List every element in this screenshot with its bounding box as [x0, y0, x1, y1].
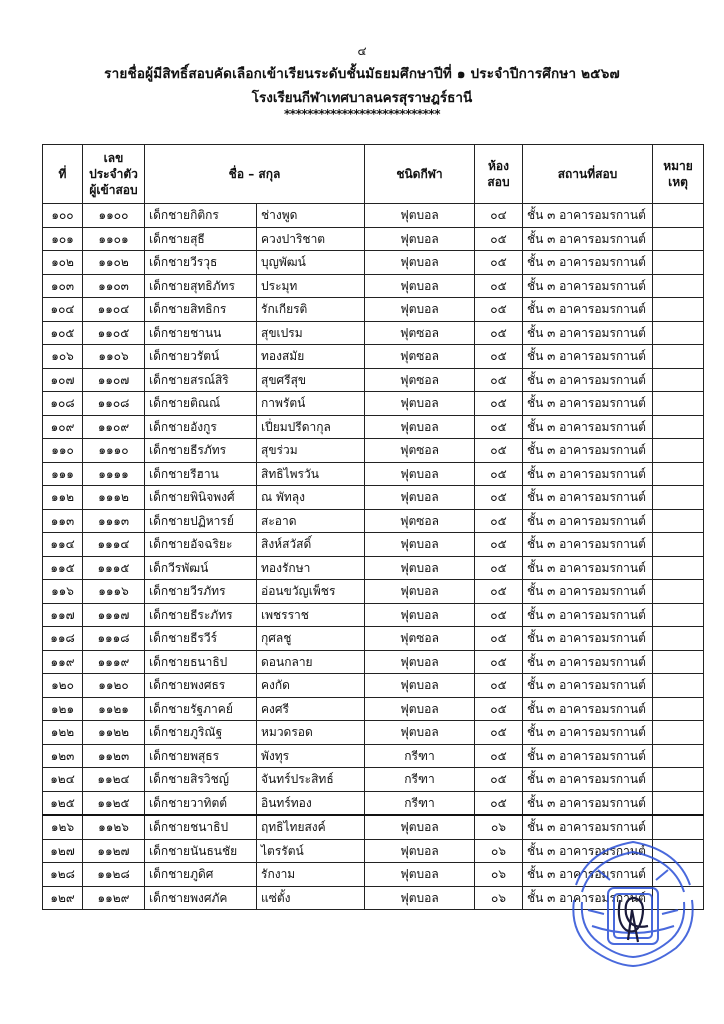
cell-remark — [653, 744, 704, 768]
cell-sport: ฟุตบอล — [365, 298, 475, 322]
cell-exam-venue: ชั้น ๓ อาคารอมรกานต์ — [523, 697, 653, 721]
cell-candidate-id: ๑๑๒๙ — [83, 886, 145, 910]
table-row — [43, 204, 704, 228]
table-row — [43, 674, 704, 698]
cell-remark — [653, 509, 704, 533]
cell-last-name: เพชรราช — [257, 603, 365, 627]
table-row — [43, 298, 704, 322]
cell-exam-venue: ชั้น ๓ อาคารอมรกานต์ — [523, 274, 653, 298]
cell-sport: ฟุตบอล — [365, 462, 475, 486]
col-id-header — [83, 145, 145, 204]
cell-number: ๑๒๗ — [43, 839, 83, 863]
cell-number: ๑๑๖ — [43, 580, 83, 604]
cell-remark — [653, 886, 704, 910]
cell-first-name: เด็กชายภูดิศ — [145, 863, 257, 887]
table-row — [43, 321, 704, 345]
cell-candidate-id: ๑๑๑๖ — [83, 580, 145, 604]
cell-exam-room: ๐๕ — [475, 697, 523, 721]
cell-exam-room: ๐๕ — [475, 744, 523, 768]
cell-last-name: รักงาม — [257, 863, 365, 887]
cell-exam-venue: ชั้น ๓ อาคารอมรกานต์ — [523, 863, 653, 887]
cell-number: ๑๑๘ — [43, 627, 83, 651]
cell-candidate-id: ๑๑๒๓ — [83, 744, 145, 768]
cell-first-name: เด็กชายวีรวุธ — [145, 251, 257, 275]
cell-sport: ฟุตบอล — [365, 486, 475, 510]
cell-exam-room: ๐๕ — [475, 251, 523, 275]
cell-remark — [653, 815, 704, 839]
cell-number: ๑๒๑ — [43, 697, 83, 721]
cell-remark — [653, 580, 704, 604]
table-row — [43, 839, 704, 863]
cell-first-name: เด็กชายพงศธร — [145, 674, 257, 698]
cell-exam-room: ๐๕ — [475, 345, 523, 369]
cell-number: ๑๑๑ — [43, 462, 83, 486]
cell-number: ๑๒๒ — [43, 721, 83, 745]
cell-last-name: สิทธิไพรวัน — [257, 462, 365, 486]
cell-remark — [653, 227, 704, 251]
cell-first-name: เด็กชายกิติกร — [145, 204, 257, 228]
cell-candidate-id: ๑๑๑๑ — [83, 462, 145, 486]
cell-exam-room: ๐๕ — [475, 274, 523, 298]
cell-number: ๑๒๙ — [43, 886, 83, 910]
cell-sport: ฟุตบอล — [365, 721, 475, 745]
cell-last-name: ควงปาริชาต — [257, 227, 365, 251]
table-row — [43, 415, 704, 439]
col-remark-header — [653, 145, 704, 204]
cell-first-name: เด็กชายสุทธิภัทร — [145, 274, 257, 298]
table-row — [43, 533, 704, 557]
table-row — [43, 650, 704, 674]
col-room-header-line2: สอบ — [487, 175, 510, 189]
cell-number: ๑๐๑ — [43, 227, 83, 251]
cell-remark — [653, 791, 704, 815]
cell-sport: ฟุตซอล — [365, 345, 475, 369]
col-remark-header-line1: หมาย — [663, 159, 693, 173]
cell-sport: ฟุตซอล — [365, 509, 475, 533]
cell-exam-venue: ชั้น ๓ อาคารอมรกานต์ — [523, 298, 653, 322]
cell-exam-room: ๐๕ — [475, 627, 523, 651]
cell-sport: ฟุตบอล — [365, 863, 475, 887]
cell-first-name: เด็กชายปฏิหารย์ — [145, 509, 257, 533]
cell-candidate-id: ๑๑๒๒ — [83, 721, 145, 745]
table-row — [43, 791, 704, 815]
cell-last-name: ณ พัทลุง — [257, 486, 365, 510]
table-row — [43, 274, 704, 298]
cell-remark — [653, 415, 704, 439]
cell-number: ๑๐๔ — [43, 298, 83, 322]
cell-remark — [653, 204, 704, 228]
cell-first-name: เด็กชายพินิจพงศ์ — [145, 486, 257, 510]
cell-sport: ฟุตบอล — [365, 227, 475, 251]
cell-first-name: เด็กชายวาทิตต์ — [145, 791, 257, 815]
cell-exam-venue: ชั้น ๓ อาคารอมรกานต์ — [523, 533, 653, 557]
table-row — [43, 886, 704, 910]
cell-sport: ฟุตซอล — [365, 627, 475, 651]
cell-remark — [653, 839, 704, 863]
page-number: ๔ — [357, 44, 367, 58]
col-venue-header: สถานที่สอบ — [523, 145, 653, 204]
cell-number: ๑๐๓ — [43, 274, 83, 298]
cell-last-name: รักเกียรติ — [257, 298, 365, 322]
cell-remark — [653, 439, 704, 463]
cell-exam-venue: ชั้น ๓ อาคารอมรกานต์ — [523, 439, 653, 463]
cell-exam-venue: ชั้น ๓ อาคารอมรกานต์ — [523, 886, 653, 910]
table-row — [43, 368, 704, 392]
cell-last-name: ช่างพูด — [257, 204, 365, 228]
cell-last-name: แซ่ตั้ง — [257, 886, 365, 910]
cell-last-name: บุญพัฒน์ — [257, 251, 365, 275]
table-row — [43, 556, 704, 580]
table-row — [43, 509, 704, 533]
cell-remark — [653, 697, 704, 721]
cell-candidate-id: ๑๑๐๖ — [83, 345, 145, 369]
cell-exam-room: ๐๖ — [475, 886, 523, 910]
cell-exam-room: ๐๕ — [475, 556, 523, 580]
cell-last-name: คงศรี — [257, 697, 365, 721]
table-body — [43, 204, 704, 910]
cell-remark — [653, 486, 704, 510]
table-row — [43, 815, 704, 839]
col-sport-header: ชนิดกีฬา — [365, 145, 475, 204]
cell-remark — [653, 321, 704, 345]
table-row — [43, 627, 704, 651]
col-id-header-line3: ผู้เข้าสอบ — [89, 183, 138, 197]
cell-sport: ฟุตบอล — [365, 392, 475, 416]
cell-candidate-id: ๑๑๑๒ — [83, 486, 145, 510]
cell-candidate-id: ๑๑๒๑ — [83, 697, 145, 721]
cell-exam-room: ๐๕ — [475, 227, 523, 251]
cell-candidate-id: ๑๑๑๗ — [83, 603, 145, 627]
document-title: รายชื่อผู้มีสิทธิ์สอบคัดเลือกเข้าเรียนระดับชั้นมัธยมศึกษาปีที่ ๑ ประจำปีการศึกษา ๒๕๖๗ — [104, 66, 620, 82]
table-row — [43, 251, 704, 275]
cell-candidate-id: ๑๑๑๐ — [83, 439, 145, 463]
cell-remark — [653, 298, 704, 322]
cell-candidate-id: ๑๑๐๐ — [83, 204, 145, 228]
cell-exam-room: ๐๖ — [475, 815, 523, 839]
cell-first-name: เด็กชายธนาธิป — [145, 650, 257, 674]
cell-last-name: ทองสมัย — [257, 345, 365, 369]
cell-candidate-id: ๑๑๒๘ — [83, 863, 145, 887]
cell-remark — [653, 603, 704, 627]
cell-exam-room: ๐๕ — [475, 439, 523, 463]
cell-exam-venue: ชั้น ๓ อาคารอมรกานต์ — [523, 321, 653, 345]
cell-number: ๑๑๒ — [43, 486, 83, 510]
cell-number: ๑๐๗ — [43, 368, 83, 392]
cell-remark — [653, 650, 704, 674]
cell-last-name: ประมุท — [257, 274, 365, 298]
cell-sport: ฟุตซอล — [365, 321, 475, 345]
cell-number: ๑๒๖ — [43, 815, 83, 839]
cell-candidate-id: ๑๑๐๕ — [83, 321, 145, 345]
cell-exam-room: ๐๕ — [475, 580, 523, 604]
cell-candidate-id: ๑๑๐๘ — [83, 392, 145, 416]
cell-number: ๑๑๗ — [43, 603, 83, 627]
cell-exam-room: ๐๕ — [475, 415, 523, 439]
cell-last-name: สุขร่วม — [257, 439, 365, 463]
col-no-header: ที่ — [43, 145, 83, 204]
table-row — [43, 603, 704, 627]
cell-first-name: เด็กชายรีฮาน — [145, 462, 257, 486]
cell-remark — [653, 251, 704, 275]
cell-last-name: อ่อนขวัญเพ็ชร — [257, 580, 365, 604]
cell-first-name: เด็กชายชนาธิป — [145, 815, 257, 839]
cell-exam-room: ๐๕ — [475, 533, 523, 557]
cell-number: ๑๑๔ — [43, 533, 83, 557]
cell-exam-venue: ชั้น ๓ อาคารอมรกานต์ — [523, 345, 653, 369]
cell-first-name: เด็กชายพสุธร — [145, 744, 257, 768]
cell-number: ๑๐๐ — [43, 204, 83, 228]
cell-last-name: เปี่ยมปรีดากุล — [257, 415, 365, 439]
cell-number: ๑๒๘ — [43, 863, 83, 887]
cell-exam-room: ๐๕ — [475, 674, 523, 698]
cell-exam-room: ๐๔ — [475, 204, 523, 228]
cell-sport: ฟุตบอล — [365, 839, 475, 863]
cell-exam-venue: ชั้น ๓ อาคารอมรกานต์ — [523, 603, 653, 627]
cell-first-name: เด็กชายธีรภัทร — [145, 439, 257, 463]
cell-remark — [653, 768, 704, 792]
cell-exam-venue: ชั้น ๓ อาคารอมรกานต์ — [523, 392, 653, 416]
cell-remark — [653, 368, 704, 392]
cell-exam-room: ๐๕ — [475, 486, 523, 510]
cell-number: ๑๐๘ — [43, 392, 83, 416]
cell-number: ๑๒๕ — [43, 791, 83, 815]
cell-candidate-id: ๑๑๒๖ — [83, 815, 145, 839]
cell-exam-venue: ชั้น ๓ อาคารอมรกานต์ — [523, 721, 653, 745]
cell-last-name: สุขศรีสุข — [257, 368, 365, 392]
cell-remark — [653, 274, 704, 298]
cell-number: ๑๑๙ — [43, 650, 83, 674]
cell-candidate-id: ๑๑๑๕ — [83, 556, 145, 580]
cell-first-name: เด็กชายชานน — [145, 321, 257, 345]
cell-first-name: เด็กชายนันธนชัย — [145, 839, 257, 863]
cell-sport: ฟุตบอล — [365, 674, 475, 698]
cell-remark — [653, 721, 704, 745]
cell-first-name: เด็กชายวรัตน์ — [145, 345, 257, 369]
cell-last-name: ฤทธิไทยสงค์ — [257, 815, 365, 839]
cell-sport: ฟุตบอล — [365, 650, 475, 674]
table-row — [43, 227, 704, 251]
school-name: โรงเรียนกีฬาเทศบาลนครสุราษฎร์ธานี — [251, 90, 473, 106]
cell-first-name: เด็กชายพงศภัค — [145, 886, 257, 910]
cell-last-name: กาพรัตน์ — [257, 392, 365, 416]
col-room-header-line1: ห้อง — [488, 159, 509, 173]
cell-exam-venue: ชั้น ๓ อาคารอมรกานต์ — [523, 674, 653, 698]
cell-exam-room: ๐๕ — [475, 368, 523, 392]
cell-exam-room: ๐๖ — [475, 863, 523, 887]
cell-sport: กรีฑา — [365, 744, 475, 768]
cell-exam-room: ๐๕ — [475, 650, 523, 674]
cell-remark — [653, 462, 704, 486]
cell-exam-room: ๐๕ — [475, 603, 523, 627]
cell-candidate-id: ๑๑๐๒ — [83, 251, 145, 275]
candidate-table — [42, 144, 704, 910]
cell-first-name: เด็กชายรัฐภาคย์ — [145, 697, 257, 721]
cell-exam-venue: ชั้น ๓ อาคารอมรกานต์ — [523, 768, 653, 792]
cell-first-name: เด็กชายอัจฉริยะ — [145, 533, 257, 557]
table-row — [43, 863, 704, 887]
cell-last-name: อินทร์ทอง — [257, 791, 365, 815]
cell-exam-venue: ชั้น ๓ อาคารอมรกานต์ — [523, 368, 653, 392]
cell-candidate-id: ๑๑๐๙ — [83, 415, 145, 439]
cell-sport: ฟุตบอล — [365, 815, 475, 839]
cell-remark — [653, 674, 704, 698]
cell-exam-venue: ชั้น ๓ อาคารอมรกานต์ — [523, 251, 653, 275]
cell-exam-venue: ชั้น ๓ อาคารอมรกานต์ — [523, 486, 653, 510]
cell-exam-room: ๐๕ — [475, 509, 523, 533]
cell-sport: ฟุตซอล — [365, 368, 475, 392]
table-header-row — [43, 145, 704, 204]
cell-exam-venue: ชั้น ๓ อาคารอมรกานต์ — [523, 556, 653, 580]
cell-exam-venue: ชั้น ๓ อาคารอมรกานต์ — [523, 415, 653, 439]
cell-sport: ฟุตบอล — [365, 204, 475, 228]
cell-number: ๑๐๙ — [43, 415, 83, 439]
col-remark-header-line2: เหตุ — [668, 175, 688, 189]
cell-remark — [653, 345, 704, 369]
cell-first-name: เด็กชายสรณ์สิริ — [145, 368, 257, 392]
cell-exam-venue: ชั้น ๓ อาคารอมรกานต์ — [523, 627, 653, 651]
cell-exam-room: ๐๖ — [475, 839, 523, 863]
cell-exam-venue: ชั้น ๓ อาคารอมรกานต์ — [523, 839, 653, 863]
col-name-header: ชื่อ – สกุล — [145, 145, 365, 204]
cell-candidate-id: ๑๑๒๐ — [83, 674, 145, 698]
cell-first-name: เด็กชายติณณ์ — [145, 392, 257, 416]
cell-last-name: ทองรักษา — [257, 556, 365, 580]
cell-last-name: กุศลชู — [257, 627, 365, 651]
cell-number: ๑๑๓ — [43, 509, 83, 533]
cell-last-name: คงกัด — [257, 674, 365, 698]
cell-first-name: เด็กชายธีระภัทร — [145, 603, 257, 627]
table-row — [43, 486, 704, 510]
cell-sport: ฟุตบอล — [365, 251, 475, 275]
cell-number: ๑๐๖ — [43, 345, 83, 369]
cell-sport: ฟุตบอล — [365, 274, 475, 298]
cell-candidate-id: ๑๑๐๑ — [83, 227, 145, 251]
cell-exam-venue: ชั้น ๓ อาคารอมรกานต์ — [523, 650, 653, 674]
cell-first-name: เด็กชายสิรวิชญ์ — [145, 768, 257, 792]
cell-number: ๑๒๐ — [43, 674, 83, 698]
cell-number: ๑๒๓ — [43, 744, 83, 768]
col-id-header-line2: ประจำตัว — [89, 167, 138, 181]
cell-remark — [653, 627, 704, 651]
cell-last-name: สุขเปรม — [257, 321, 365, 345]
cell-exam-venue: ชั้น ๓ อาคารอมรกานต์ — [523, 791, 653, 815]
cell-exam-venue: ชั้น ๓ อาคารอมรกานต์ — [523, 580, 653, 604]
cell-remark — [653, 533, 704, 557]
cell-candidate-id: ๑๑๐๓ — [83, 274, 145, 298]
cell-first-name: เด็กชายอังกูร — [145, 415, 257, 439]
cell-candidate-id: ๑๑๑๓ — [83, 509, 145, 533]
cell-last-name: หมวดรอด — [257, 721, 365, 745]
cell-exam-room: ๐๕ — [475, 392, 523, 416]
cell-sport: ฟุตบอล — [365, 603, 475, 627]
cell-sport: กรีฑา — [365, 768, 475, 792]
cell-sport: ฟุตบอล — [365, 533, 475, 557]
cell-exam-venue: ชั้น ๓ อาคารอมรกานต์ — [523, 509, 653, 533]
cell-sport: ฟุตบอล — [365, 556, 475, 580]
cell-candidate-id: ๑๑๑๙ — [83, 650, 145, 674]
cell-number: ๑๒๔ — [43, 768, 83, 792]
cell-exam-venue: ชั้น ๓ อาคารอมรกานต์ — [523, 204, 653, 228]
table-row — [43, 392, 704, 416]
cell-first-name: เด็กชายสิทธิกร — [145, 298, 257, 322]
cell-candidate-id: ๑๑๒๗ — [83, 839, 145, 863]
table-row — [43, 768, 704, 792]
cell-last-name: ดอนกลาย — [257, 650, 365, 674]
cell-sport: ฟุตบอล — [365, 415, 475, 439]
cell-exam-venue: ชั้น ๓ อาคารอมรกานต์ — [523, 462, 653, 486]
cell-exam-venue: ชั้น ๓ อาคารอมรกานต์ — [523, 815, 653, 839]
cell-exam-venue: ชั้น ๓ อาคารอมรกานต์ — [523, 744, 653, 768]
cell-first-name: เด็กชายภูริณัฐ — [145, 721, 257, 745]
cell-candidate-id: ๑๑๐๔ — [83, 298, 145, 322]
cell-exam-room: ๐๕ — [475, 298, 523, 322]
cell-last-name: ไตรรัตน์ — [257, 839, 365, 863]
cell-number: ๑๐๕ — [43, 321, 83, 345]
cell-last-name: สิงห์สวัสดิ์ — [257, 533, 365, 557]
cell-candidate-id: ๑๑๒๔ — [83, 768, 145, 792]
cell-candidate-id: ๑๑๒๕ — [83, 791, 145, 815]
cell-sport: ฟุตซอล — [365, 439, 475, 463]
cell-first-name: เด็กชายสุธี — [145, 227, 257, 251]
table-row — [43, 744, 704, 768]
cell-last-name: สะอาด — [257, 509, 365, 533]
cell-sport: ฟุตบอล — [365, 580, 475, 604]
table-row — [43, 721, 704, 745]
cell-exam-room: ๐๕ — [475, 791, 523, 815]
cell-exam-room: ๐๕ — [475, 768, 523, 792]
cell-exam-room: ๐๕ — [475, 321, 523, 345]
cell-sport: ฟุตบอล — [365, 697, 475, 721]
cell-first-name: เด็กวีรพัฒน์ — [145, 556, 257, 580]
cell-exam-room: ๐๕ — [475, 462, 523, 486]
cell-number: ๑๑๕ — [43, 556, 83, 580]
table-row — [43, 439, 704, 463]
cell-number: ๑๑๐ — [43, 439, 83, 463]
cell-candidate-id: ๑๑๑๘ — [83, 627, 145, 651]
table-row — [43, 345, 704, 369]
cell-sport: ฟุตบอล — [365, 886, 475, 910]
cell-sport: กรีฑา — [365, 791, 475, 815]
cell-candidate-id: ๑๑๑๔ — [83, 533, 145, 557]
cell-exam-room: ๐๕ — [475, 721, 523, 745]
title-separator: *************************** — [284, 107, 440, 121]
table-row — [43, 462, 704, 486]
table-row — [43, 697, 704, 721]
cell-exam-venue: ชั้น ๓ อาคารอมรกานต์ — [523, 227, 653, 251]
cell-remark — [653, 863, 704, 887]
cell-number: ๑๐๒ — [43, 251, 83, 275]
cell-remark — [653, 392, 704, 416]
cell-first-name: เด็กชายธีรวีร์ — [145, 627, 257, 651]
cell-last-name: จันทร์ประสิทธ์ — [257, 768, 365, 792]
cell-first-name: เด็กชายวีรภัทร — [145, 580, 257, 604]
col-room-header — [475, 145, 523, 204]
table-row — [43, 580, 704, 604]
cell-candidate-id: ๑๑๐๗ — [83, 368, 145, 392]
cell-remark — [653, 556, 704, 580]
col-id-header-line1: เลข — [103, 151, 124, 165]
cell-last-name: พังทุร — [257, 744, 365, 768]
